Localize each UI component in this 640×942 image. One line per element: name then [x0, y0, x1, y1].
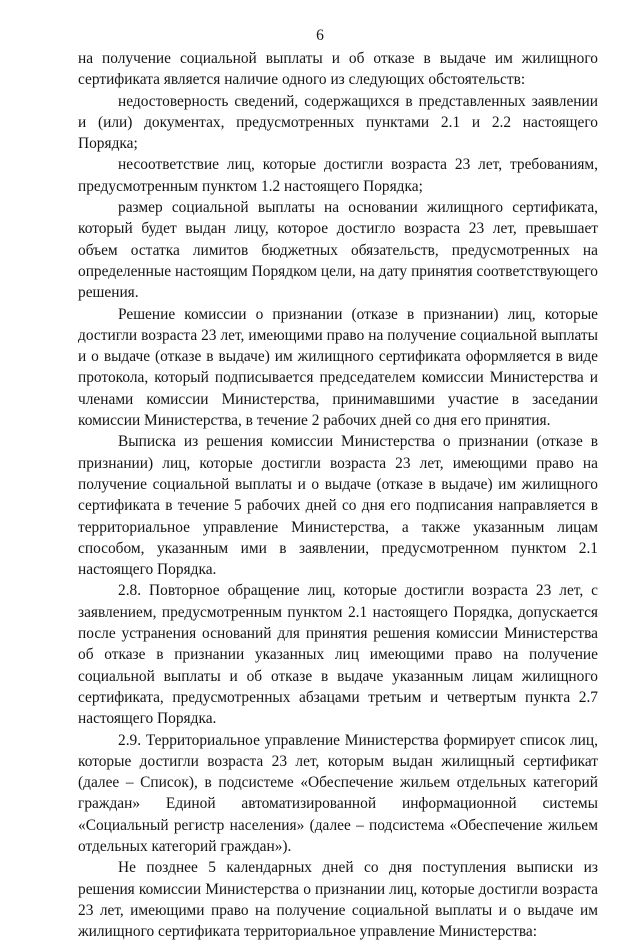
- paragraph-grounds-budget-limit: размер социальной выплаты на основании жилищного сертификата, который будет выдан лицу, которое достигло возраста 23 лет, превышает объем остатка лимитов бюджетных обязательств, предусмотренных на определенные настоящим Порядком цели, на дату принятия соответствующего решения.: [78, 199, 598, 302]
- paragraph-commission-decision: Решение комиссии о признании (отказе в признании) лиц, которые достигли возраста 23 лет, имеющими право на получение социальной выплаты и о выдаче (отказе в выдаче) им жилищного сертификата оформляется в виде протокола, который подписывается председателем комиссии Министерства и членами комиссии Министерства, принимавшими участие в заседании комиссии Министерства, в течение 2 рабочих дней со дня его принятия.: [78, 305, 598, 430]
- paragraph-grounds-unreliable-info: недостоверность сведений, содержащихся в представленных заявлении и (или) документах, предусмотренных пунктами 2.1 и 2.2 настоящего Порядка;: [78, 92, 598, 153]
- paragraph-clause-2-9: 2.9. Территориальное управление Министерства формирует список лиц, которые достигли возраста 23 лет, которым выдан жилищный сертификат (далее – Список), в подсистеме «Обеспечение жильем отдельных категорий граждан» Единой автоматизированной информационной системы «Социальный регистр населения» (далее – подсистема «Обеспечение жильем отдельных категорий граждан»).: [78, 731, 598, 855]
- paragraph-grounds-noncompliance: несоответствие лиц, которые достигли возраста 23 лет, требованиям, предусмотренным пунктом 1.2 настоящего Порядка;: [78, 156, 598, 195]
- paragraph-decision-extract: Выписка из решения комиссии Министерства о признании (отказе в признании) лиц, которые достигли возраста 23 лет, имеющими право на получение социальной выплаты и о выдаче (отказе в выдаче) им жилищного сертификата в течение 5 рабочих дней со дня его подписания направляется в территориальное управление Министерства, а также указанным лицам способом, указанным ими в заявлении, предусмотренном пунктом 2.1 настоящего Порядка.: [78, 433, 598, 579]
- document-body: [78, 48, 598, 942]
- paragraph-continuation: на получение социальной выплаты и об отказе в выдаче им жилищного сертификата является наличие одного из следующих обстоятельств:: [78, 50, 598, 89]
- page-number: 6: [316, 27, 324, 44]
- paragraph-deadline: Не позднее 5 календарных дней со дня поступления выписки из решения комиссии Министерства о признании лиц, которые достигли возраста 23 лет, имеющими право на получение социальной выплаты и о выдаче им жилищного сертификата территориальное управление Министерства:: [78, 859, 598, 941]
- paragraph-clause-2-8: 2.8. Повторное обращение лиц, которые достигли возраста 23 лет, с заявлением, предусмотренным пунктом 2.1 настоящего Порядка, допускается после устранения оснований для принятия решения комиссии Министерства об отказе в признании указанных лиц имеющими право на получение социальной выплаты и об отказе в выдаче указанным лицам жилищного сертификата, предусмотренных абзацами третьим и четвертым пункта 2.7 настоящего Порядка.: [78, 582, 598, 728]
